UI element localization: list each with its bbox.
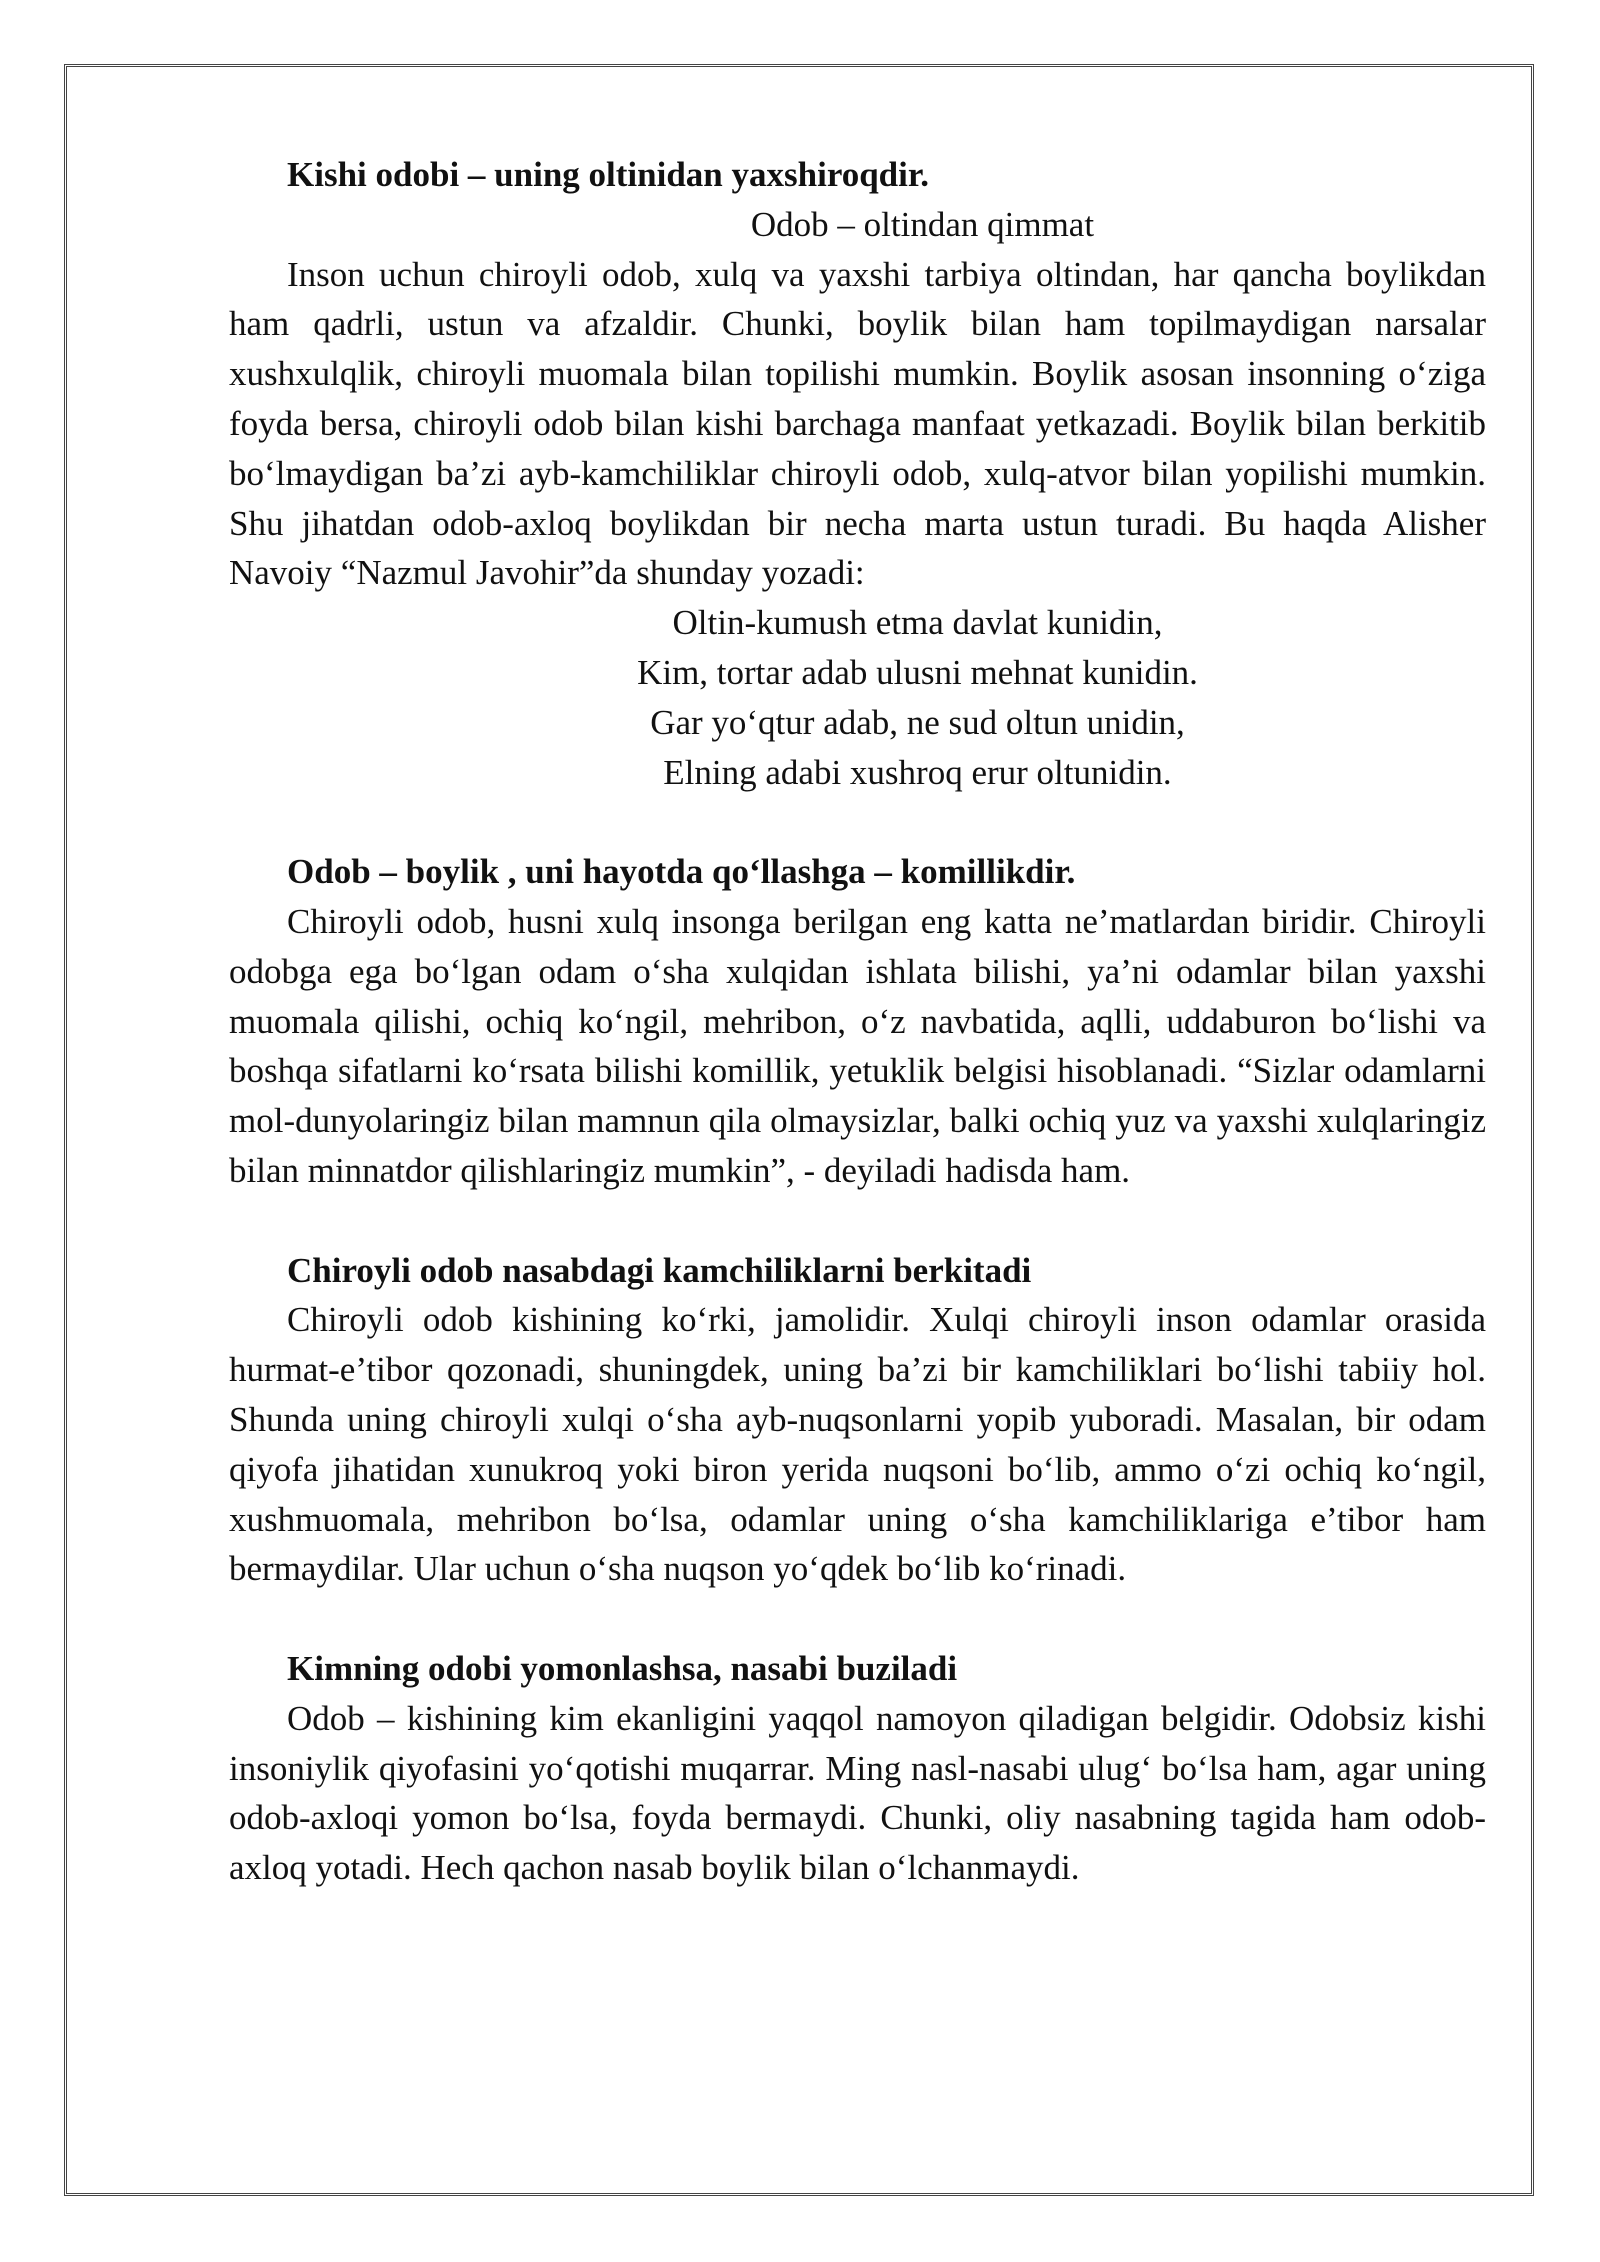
section-subtitle-1: Odob – oltindan qimmat [750,204,1095,244]
section-gap [229,1594,1486,1644]
section-heading-3: Chiroyli odob nasabdagi kamchiliklarni berkitadi [287,1250,1032,1290]
section-heading-2: Odob – boylik , uni hayotda qo‘llashga – komillikdir. [287,852,1076,892]
section-gap [229,797,1486,847]
section-gap [229,1196,1486,1246]
section-paragraph-2: Chiroyli odob, husni xulq insonga berilgan eng katta ne’matlardan biridir. Chiroyli odobga ega bo‘lgan odam o‘sha xulqidan ishlata bilishi, ya’ni odamlar bilan yaxshi muomala qilishi, ochiq ko‘ngil, mehribon, o‘z navbatida, aqlli, uddaburon bo‘lishi va boshqa sifatlarni ko‘rsata bilishi komillik, yetuklik belgisi hisoblanadi. “Sizlar odamlarni mol-dunyolaringiz bilan mamnun qila olmaysizlar, balki ochiq yuz va yaxshi xulqlaringiz bilan minnatdor qilishlaringiz mumkin”, - deyiladi hadisda ham. [229,901,1486,1190]
poem-line-2: Kim, tortar adab ulusni mehnat kunidin. [637,652,1198,692]
document-body [229,150,1486,1893]
poem-line-3: Gar yo‘qtur adab, ne sud oltun unidin, [650,702,1185,742]
poem-line-1: Oltin-kumush etma davlat kunidin, [672,603,1163,643]
poem-line-4: Elning adabi xushroq erur oltunidin. [663,752,1172,792]
section-heading-4: Kimning odobi yomonlashsa, nasabi buziladi [287,1648,958,1688]
section-paragraph-3: Chiroyli odob kishining ko‘rki, jamolidir. Xulqi chiroyli inson odamlar orasida hurmat-e’tibor qozonadi, shuningdek, uning ba’zi bir kamchiliklari bo‘lishi tabiiy hol. Shunda uning chiroyli xulqi o‘sha ayb-nuqsonlarni yopib yuboradi. Masalan, bir odam qiyofa jihatidan xunukroq yoki biron yerida nuqsoni bo‘lib, ammo o‘zi ochiq ko‘ngil, xushmuomala, mehribon bo‘lsa, odamlar uning o‘sha kamchiliklariga e’tibor ham bermaydilar. Ular uchun o‘sha nuqson yo‘qdek bo‘lib ko‘rinadi. [229,1300,1486,1589]
section-heading-1: Kishi odobi – uning oltinidan yaxshiroqdir. [287,155,929,194]
poem [229,598,1486,797]
section-paragraph-4: Odob – kishining kim ekanligini yaqqol namoyon qiladigan belgidir. Odobsiz kishi insoniylik qiyofasini yo‘qotishi muqarrar. Ming nasl-nasabi ulug‘ bo‘lsa ham, agar uning odob-axloqi yomon bo‘lsa, foyda bermaydi. Chunki, oliy nasabning tagida ham odob-axloq yotadi. Hech qachon nasab boylik bilan o‘lchanmaydi. [229,1698,1486,1888]
section-paragraph-1: Inson uchun chiroyli odob, xulq va yaxshi tarbiya oltindan, har qancha boylikdan ham qadrli, ustun va afzaldir. Chunki, boylik bilan ham topilmaydigan narsalar xushxulqlik, chiroyli muomala bilan topilishi mumkin. Boylik asosan insonning o‘ziga foyda bersa, chiroyli odob bilan kishi barchaga manfaat yetkazadi. Boylik bilan berkitib bo‘lmaydigan ba’zi ayb-kamchiliklar chiroyli odob, xulq-atvor bilan yopilishi mumkin. Shu jihatdan odob-axloq boylikdan bir necha marta ustun turadi. Bu haqda Alisher Navoiy “Nazmul Javohir”da shunday yozadi: [229,254,1486,593]
